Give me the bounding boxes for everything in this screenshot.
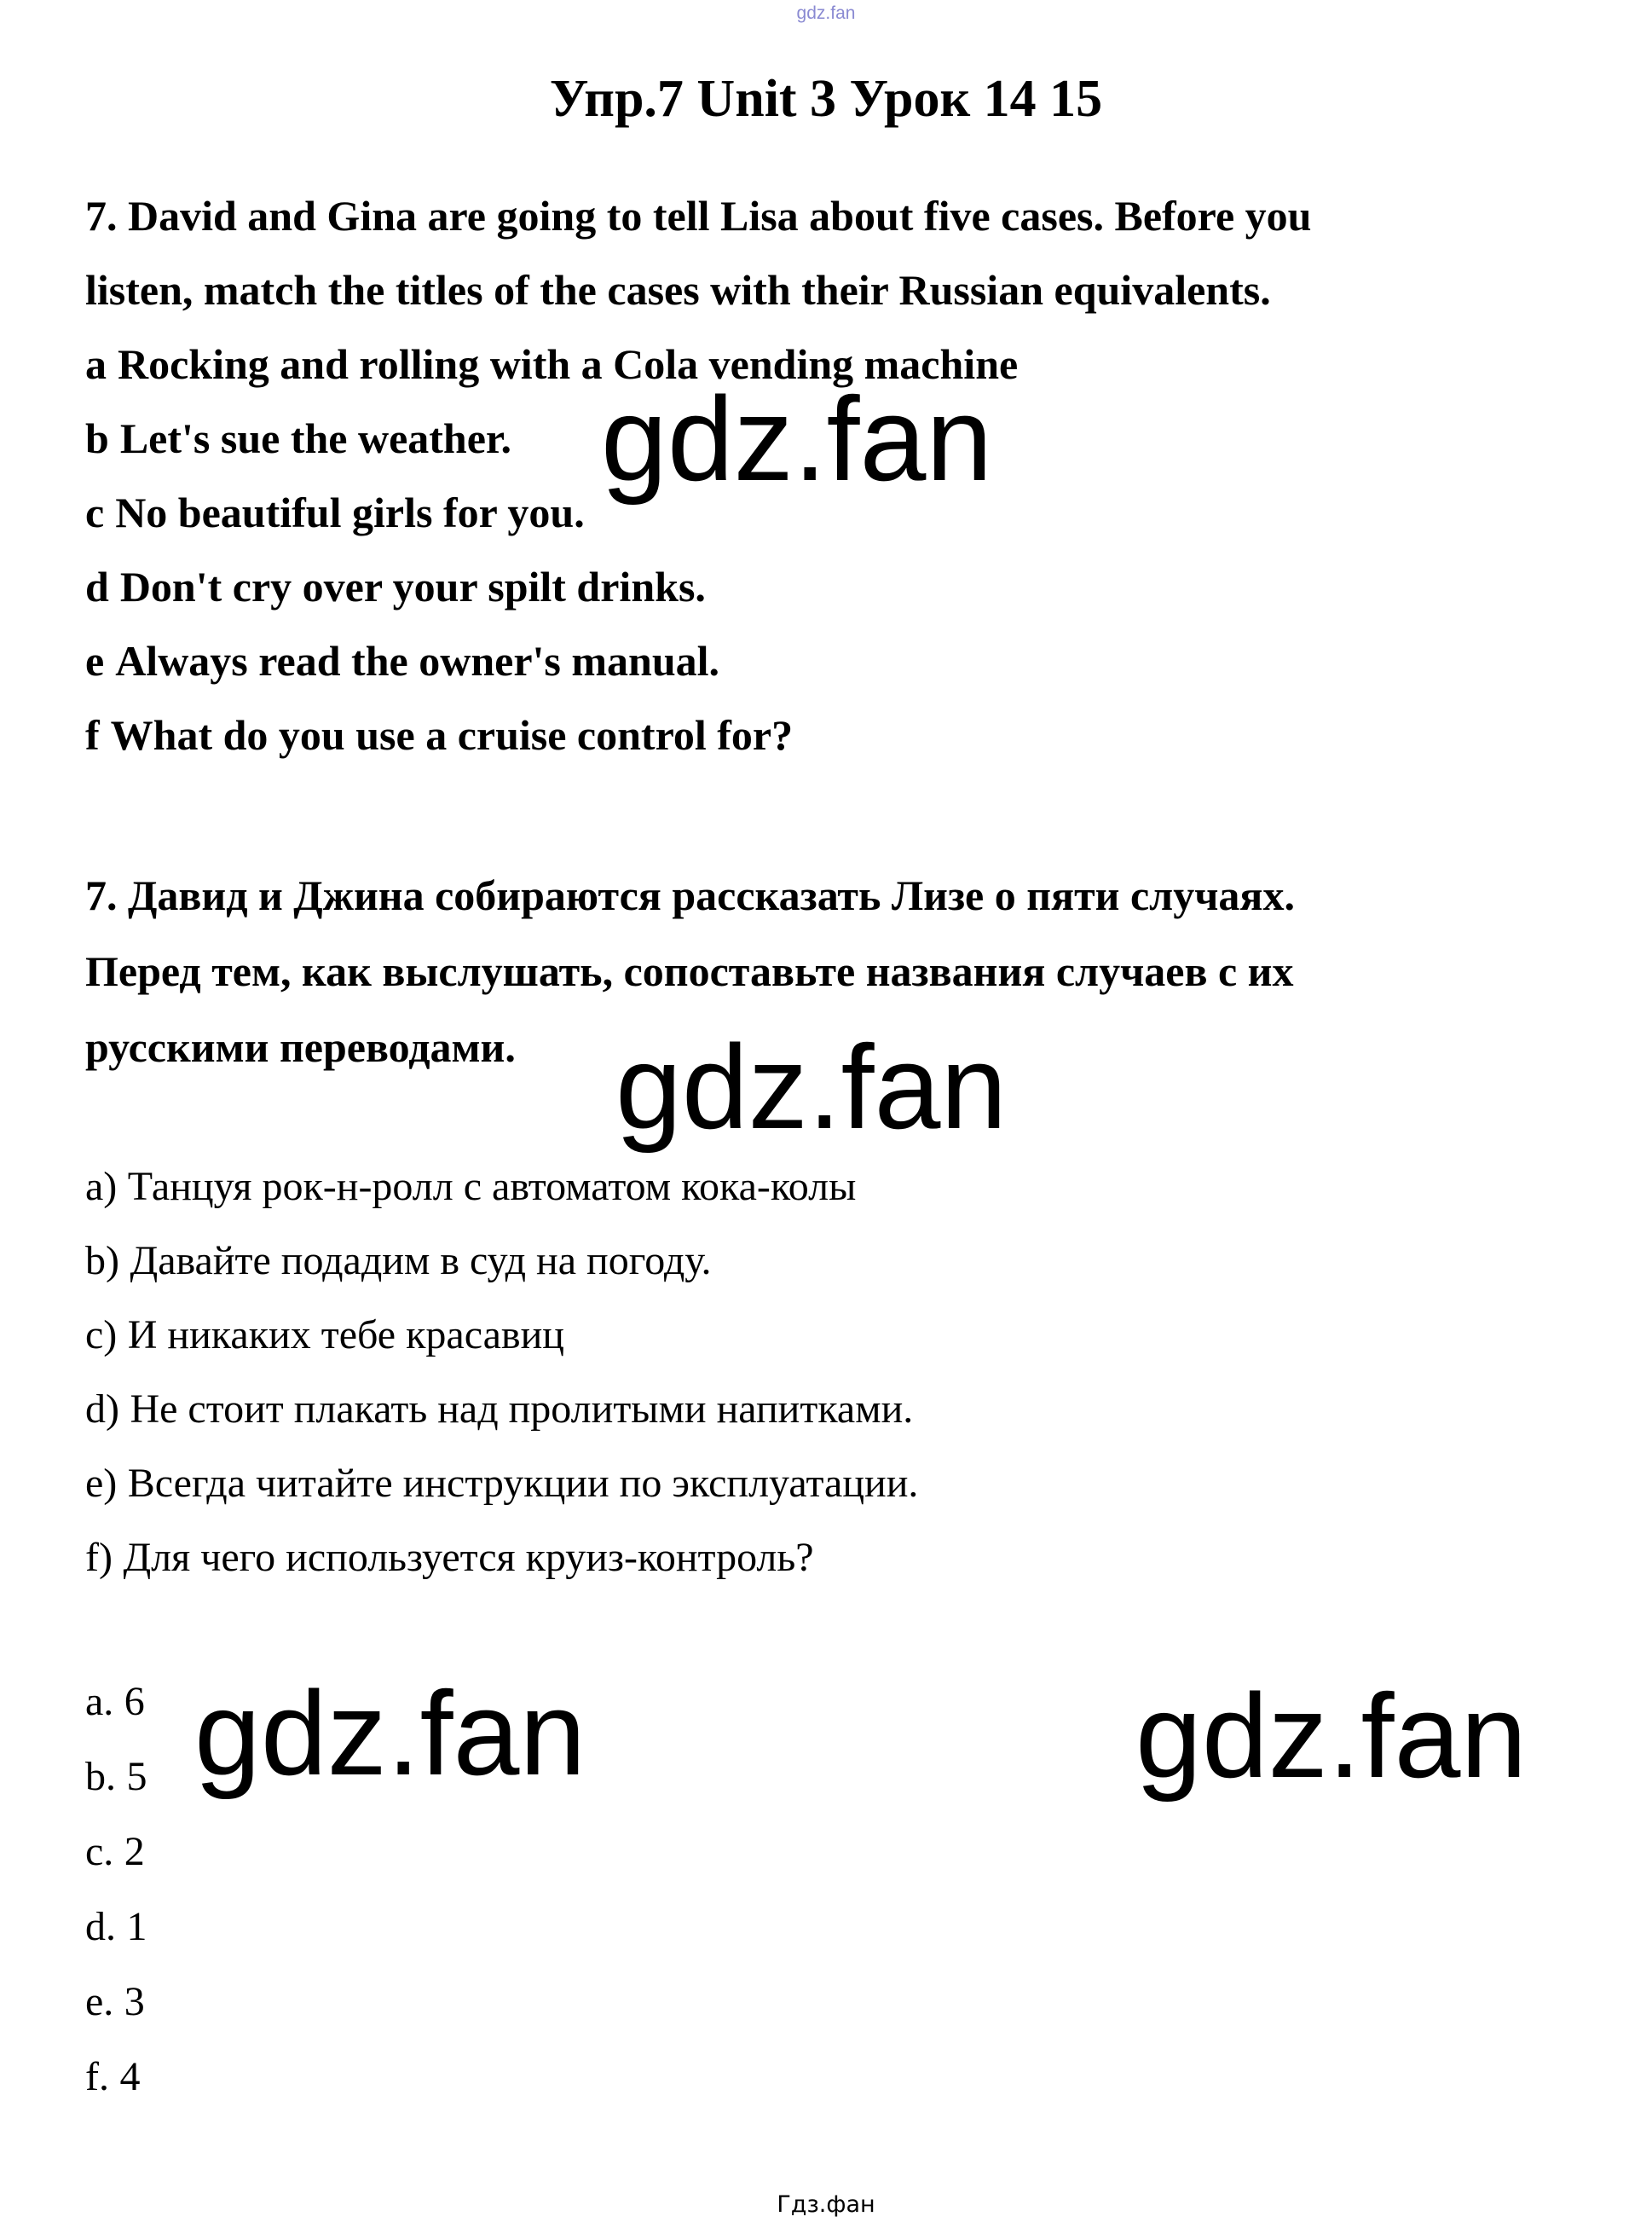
case-label-e: e xyxy=(85,637,105,685)
translation-label-c: c) xyxy=(85,1312,118,1357)
translation-label-d: d) xyxy=(85,1386,119,1432)
answer-key-list xyxy=(85,1664,147,2115)
translation-a xyxy=(85,1149,918,1224)
case-title-f xyxy=(85,698,1311,773)
case-text-f: What do you use a cruise control for? xyxy=(110,711,794,759)
case-label-b: b xyxy=(85,414,109,462)
translation-b xyxy=(85,1224,918,1298)
case-text-c: No beautiful girls for you. xyxy=(115,489,585,536)
answer-value-a: 6 xyxy=(124,1679,145,1724)
english-intro-line-1: 7. David and Gina are going to tell Lisa about five cases. Before you xyxy=(85,192,1312,240)
translation-label-b: b) xyxy=(85,1238,119,1283)
watermark-gdz-fan: gdz.fan xyxy=(1135,1669,1528,1803)
answer-value-f: 4 xyxy=(119,2054,141,2099)
answer-label-f: f. xyxy=(85,2054,109,2099)
translation-label-f: f) xyxy=(85,1535,113,1580)
translation-text-a: Танцуя рок-н-ролл с автоматом кока-колы xyxy=(127,1164,857,1209)
answer-c xyxy=(85,1814,147,1890)
watermark-gdz-fan: gdz.fan xyxy=(615,1020,1008,1154)
watermark-gdz-fan: gdz.fan xyxy=(601,372,993,506)
answer-d xyxy=(85,1890,147,1965)
translation-label-a: a) xyxy=(85,1164,118,1209)
answer-value-b: 5 xyxy=(126,1754,147,1799)
case-text-b: Let's sue the weather. xyxy=(119,414,512,462)
translation-d xyxy=(85,1372,918,1446)
translation-text-b: Давайте подадим в суд на погоду. xyxy=(130,1238,712,1283)
russian-translations-list xyxy=(85,1149,918,1594)
footer-site-name: Гдз.фан xyxy=(777,2191,875,2218)
page-title: Упр.7 Unit 3 Урок 14 15 xyxy=(549,70,1103,128)
english-intro-line-2: listen, match the titles of the cases with their Russian equivalents. xyxy=(85,266,1271,314)
case-title-e xyxy=(85,624,1311,698)
answer-b xyxy=(85,1739,147,1814)
answer-label-a: a. xyxy=(85,1679,114,1724)
case-text-a: Rocking and rolling with a Cola vending machine xyxy=(118,340,1019,388)
translation-c xyxy=(85,1298,918,1372)
answer-label-b: b. xyxy=(85,1754,116,1799)
russian-intro-line-3: русскими переводами. xyxy=(85,1023,516,1071)
answer-label-c: c. xyxy=(85,1829,114,1874)
case-label-f: f xyxy=(85,711,100,759)
answer-label-d: d. xyxy=(85,1904,116,1949)
translation-e xyxy=(85,1446,918,1520)
answer-a xyxy=(85,1664,147,1739)
translation-text-f: Для чего используется круиз-контроль? xyxy=(123,1535,814,1580)
case-label-c: c xyxy=(85,489,105,536)
russian-intro-line-1: 7. Давид и Джина собираются рассказать Лизе о пяти случаях. xyxy=(85,871,1295,919)
translation-text-e: Всегда читайте инструкции по эксплуатации. xyxy=(127,1461,919,1506)
translation-f xyxy=(85,1520,918,1594)
case-text-d: Don't cry over your spilt drinks. xyxy=(119,563,706,611)
watermark-gdz-fan: gdz.fan xyxy=(194,1666,586,1800)
small-watermark-text: gdz.fan xyxy=(796,3,856,23)
translation-text-c: И никаких тебе красавиц xyxy=(127,1312,564,1357)
answer-f xyxy=(85,2040,147,2115)
answer-value-c: 2 xyxy=(124,1829,145,1874)
case-label-d: d xyxy=(85,563,109,611)
answer-value-e: 3 xyxy=(124,1979,145,2024)
russian-intro-line-2: Перед тем, как выслушать, сопоставьте названия случаев с их xyxy=(85,947,1294,995)
case-title-d xyxy=(85,550,1311,624)
answer-e xyxy=(85,1965,147,2040)
translation-text-d: Не стоит плакать над пролитыми напитками. xyxy=(130,1386,914,1432)
translation-label-e: e) xyxy=(85,1461,118,1506)
case-text-e: Always read the owner's manual. xyxy=(115,637,720,685)
case-label-a: a xyxy=(85,340,107,388)
answer-value-d: 1 xyxy=(126,1904,147,1949)
answer-label-e: e. xyxy=(85,1979,114,2024)
